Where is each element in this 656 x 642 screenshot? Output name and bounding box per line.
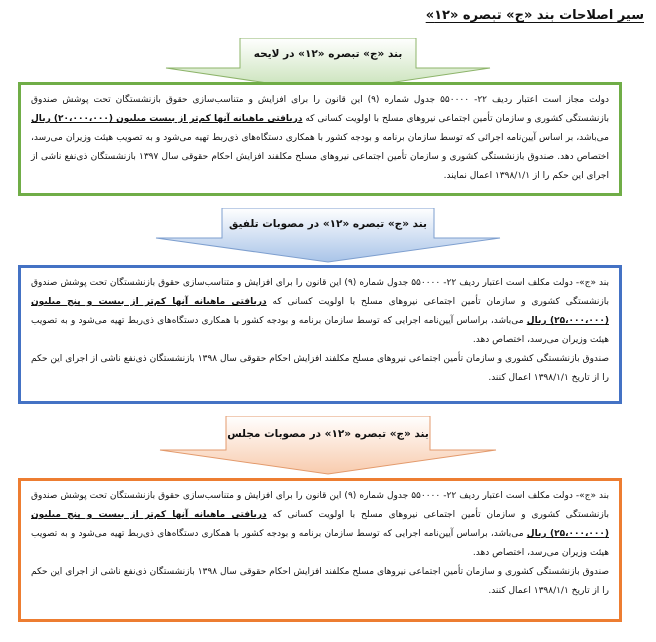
clause-text: بند «ج»- دولت مکلف است اعتبار ردیف ۲۲- ۵۵۰۰۰۰ جدول شماره (۹) این قانون را برای افزایش و متناسب‌سازی حقوق بازنشستگان تحت پوشش صندوق بازنشستگی کشوری و سازمان تأمین اجتماعی نیروهای مسلح با اولویت کسانی که دریافتی ماهیانه آنها کم‌تر از بیست و پنج میلیون (۲۵،۰۰۰،۰۰۰) ریال می‌باشد، براساس آیین‌نامه اجرایی که توسط سازمان برنامه و بودجه کشور با همکاری دستگاه‌های ذی‌ربط تهیه می‌شود و به تصویب هیئت وزیران می‌رسد، اختصاص دهد. (31, 278, 609, 345)
section-box-parliament (18, 478, 622, 622)
clause-text-second: صندوق بازنشستگی کشوری و سازمان تأمین اجتماعی نیروهای مسلح مکلفند افزایش احکام حقوقی سال ۱۳۹۸ بازنشستگان ذی‌نفع ناشی از اجرای این حکم را از تاریخ ۱۳۹۸/۱/۱ اعمال کنند. (31, 567, 609, 596)
document-title: سیر اصلاحات بند «ج» تبصره «۱۲» (425, 8, 644, 23)
section-box-bill (18, 82, 622, 196)
section-header-label: بند «ج» تبصره «۱۲» در مصوبات تلفیق (229, 218, 427, 230)
income-threshold-highlight: دریافتی ماهیانه آنها کم‌تر از بیست و پنج میلیون (۲۵،۰۰۰،۰۰۰) ریال (31, 510, 609, 539)
section-header-committee (0, 208, 656, 264)
income-threshold-highlight: دریافتی ماهیانه آنها کم‌تر از بیست میلیون (۲۰،۰۰۰،۰۰۰) ریال (31, 114, 303, 124)
clause-text: بند «ج»- دولت مکلف است اعتبار ردیف ۲۲- ۵۵۰۰۰۰ جدول شماره (۹) این قانون را برای افزایش و متناسب‌سازی حقوق بازنشستگان تحت پوشش صندوق بازنشستگی کشوری و سازمان تأمین اجتماعی نیروهای مسلح با اولویت کسانی که دریافتی ماهیانه آنها کم‌تر از بیست و پنج میلیون (۲۵،۰۰۰،۰۰۰) ریال می‌باشد، براساس آیین‌نامه اجرایی که توسط سازمان برنامه و بودجه کشور با همکاری دستگاه‌های ذی‌ربط تهیه می‌شود و به تصویب هیئت وزیران می‌رسد، اختصاص دهد. (31, 491, 609, 558)
clause-text-second: صندوق بازنشستگی کشوری و سازمان تأمین اجتماعی نیروهای مسلح مکلفند افزایش احکام حقوقی سال ۱۳۹۸ بازنشستگان ذی‌نفع ناشی از اجرای این حکم را از تاریخ ۱۳۹۸/۱/۱ اعمال کنند. (31, 354, 609, 383)
section-header-parliament (0, 416, 656, 472)
section-header-label: بند «ج» تبصره «۱۲» در مصوبات مجلس (227, 428, 429, 440)
section-header-label: بند «ج» تبصره «۱۲» در لایحه (253, 48, 403, 60)
section-box-committee (18, 265, 622, 404)
clause-text: دولت مجاز است اعتبار ردیف ۲۲- ۵۵۰۰۰۰ جدول شماره (۹) این قانون را برای افزایش و متناسب‌سازی حقوق بازنشستگان تحت پوشش صندوق بازنشستگی کشوری و سازمان تأمین اجتماعی نیروهای مسلح با اولویت کسانی که دریافتی ماهیانه آنها کم‌تر از بیست میلیون (۲۰،۰۰۰،۰۰۰) ریال می‌باشد، بر اساس آیین‌نامه اجرائی که توسط سازمان برنامه و بودجه کشور با همکاری دستگاه‌های ذی‌ربط تهیه می‌شود و به تصویب هیئت وزیران می‌رسد، اختصاص دهد. صندوق بازنشستگی کشوری و سازمان تأمین اجتماعی نیروهای مسلح مکلفند افزایش احکام حقوقی سال ۱۳۹۷ بازنشستگان ذی‌نفع ناشی از اجرای این حکم را از ۱۳۹۸/۱/۱ اعمال نمایند. (31, 95, 610, 181)
income-threshold-highlight: دریافتی ماهیانه آنها کم‌تر از بیست و پنج میلیون (۲۵،۰۰۰،۰۰۰) ریال (31, 297, 609, 326)
